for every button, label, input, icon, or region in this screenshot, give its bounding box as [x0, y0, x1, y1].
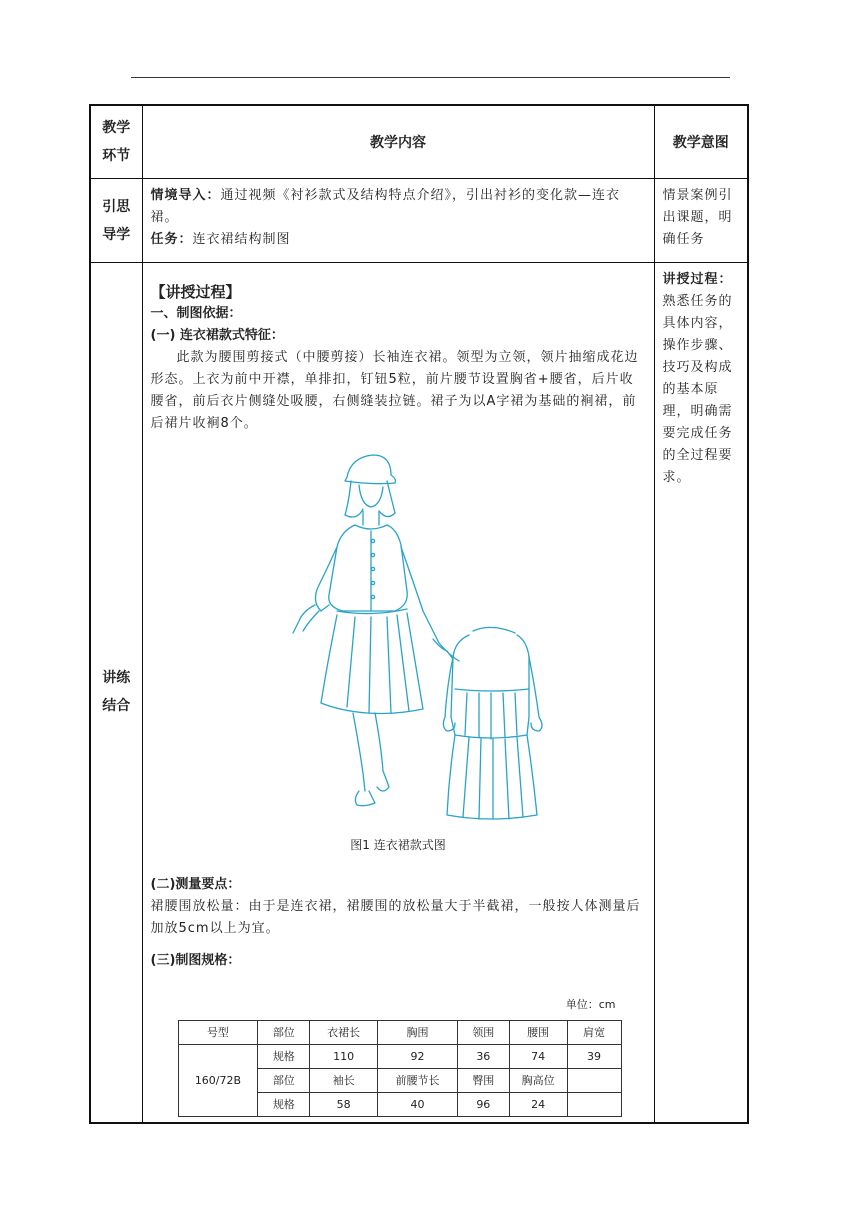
table-cell [567, 1069, 621, 1093]
table-cell: 肩宽 [567, 1021, 621, 1045]
intro-intent: 情景案例引出课题，明确任务 [654, 179, 748, 263]
lecture-content [142, 263, 654, 1123]
table-cell: 110 [310, 1045, 378, 1069]
table-cell: 96 [457, 1093, 509, 1117]
intro-content [142, 179, 654, 263]
lecture-intent [654, 263, 748, 1123]
table-cell: 前腰节长 [378, 1069, 458, 1093]
table-cell: 臀围 [457, 1069, 509, 1093]
sub-measure: (二)测量要点： [150, 877, 241, 892]
table-cell: 规格 [258, 1093, 310, 1117]
unit-label: 单位：cm [565, 998, 616, 1011]
table-cell: 39 [567, 1045, 621, 1069]
stage-intro: 引思导学 [90, 179, 142, 263]
table-cell: 36 [457, 1045, 509, 1069]
header-stage: 教学环节 [90, 105, 142, 179]
header-content: 教学内容 [142, 105, 654, 179]
intent-label: 讲授过程： [662, 272, 733, 287]
table-cell: 74 [509, 1045, 567, 1069]
scene-label: 情境导入： [150, 188, 221, 203]
size-header: 号型 [178, 1021, 258, 1045]
table-cell: 24 [509, 1093, 567, 1117]
table-cell: 部位 [258, 1069, 310, 1093]
table-cell: 袖长 [310, 1069, 378, 1093]
task-line [151, 229, 646, 251]
header-row [90, 105, 748, 179]
row-lecture [90, 263, 748, 1123]
table-cell: 领围 [457, 1021, 509, 1045]
table-cell: 40 [378, 1093, 458, 1117]
table-cell: 部位 [258, 1021, 310, 1045]
dress-figure [151, 435, 646, 830]
header-rule [131, 77, 730, 78]
table-cell: 腰围 [509, 1021, 567, 1045]
process-title: 【讲授过程】 [150, 283, 241, 301]
table-cell [567, 1093, 621, 1117]
dress-sketch-image [151, 435, 647, 830]
style-paragraph: 此款为腰围剪接式（中腰剪接）长袖连衣裙。领型为立领，领片抽缩成花边形态。上衣为前中开襟，单排扣，钉钮5粒，前片腰节设置胸省+腰省，后片收腰省，前后衣片侧缝处吸腰，右侧缝装拉链。裙子为以A字裙为基础的裥裙，前后裙片收裥8个。 [150, 350, 639, 431]
table-cell: 胸围 [378, 1021, 458, 1045]
task-text: 连衣裙结构制图 [192, 232, 291, 247]
table-row [178, 1021, 621, 1045]
row-intro [90, 179, 748, 263]
lesson-table [89, 104, 749, 1124]
table-cell: 衣裙长 [310, 1021, 378, 1045]
task-label: 任务： [150, 232, 193, 247]
spec-table [178, 1020, 622, 1117]
sub-style-features: (一) 连衣裙款式特征： [150, 328, 284, 343]
scene-line [151, 185, 646, 229]
intent-text: 熟悉任务的具体内容，操作步骤、技巧及构成的基本原理，明确需要完成任务的全过程要求。 [662, 294, 733, 485]
table-row [178, 1045, 621, 1069]
table-cell: 胸高位 [509, 1069, 567, 1093]
measure-paragraph: 裙腰围放松量：由于是连衣裙，裙腰围的放松量大于半截裙，一般按人体测量后加放5cm以上为宜。 [150, 899, 641, 936]
scene-text: 通过视频《衬衫款式及结构特点介绍》，引出衬衫的变化款—连衣裙。 [150, 188, 621, 225]
size-value: 160/72B [178, 1045, 258, 1117]
table-cell: 规格 [258, 1045, 310, 1069]
section-basis: 一、制图依据： [150, 306, 242, 321]
figure-caption: 图1 连衣裙款式图 [350, 838, 446, 852]
sub-spec: (三)制图规格： [150, 953, 241, 968]
table-cell: 92 [378, 1045, 458, 1069]
header-intent: 教学意图 [654, 105, 748, 179]
stage-lecture: 讲练结合 [90, 263, 142, 1123]
table-cell: 58 [310, 1093, 378, 1117]
